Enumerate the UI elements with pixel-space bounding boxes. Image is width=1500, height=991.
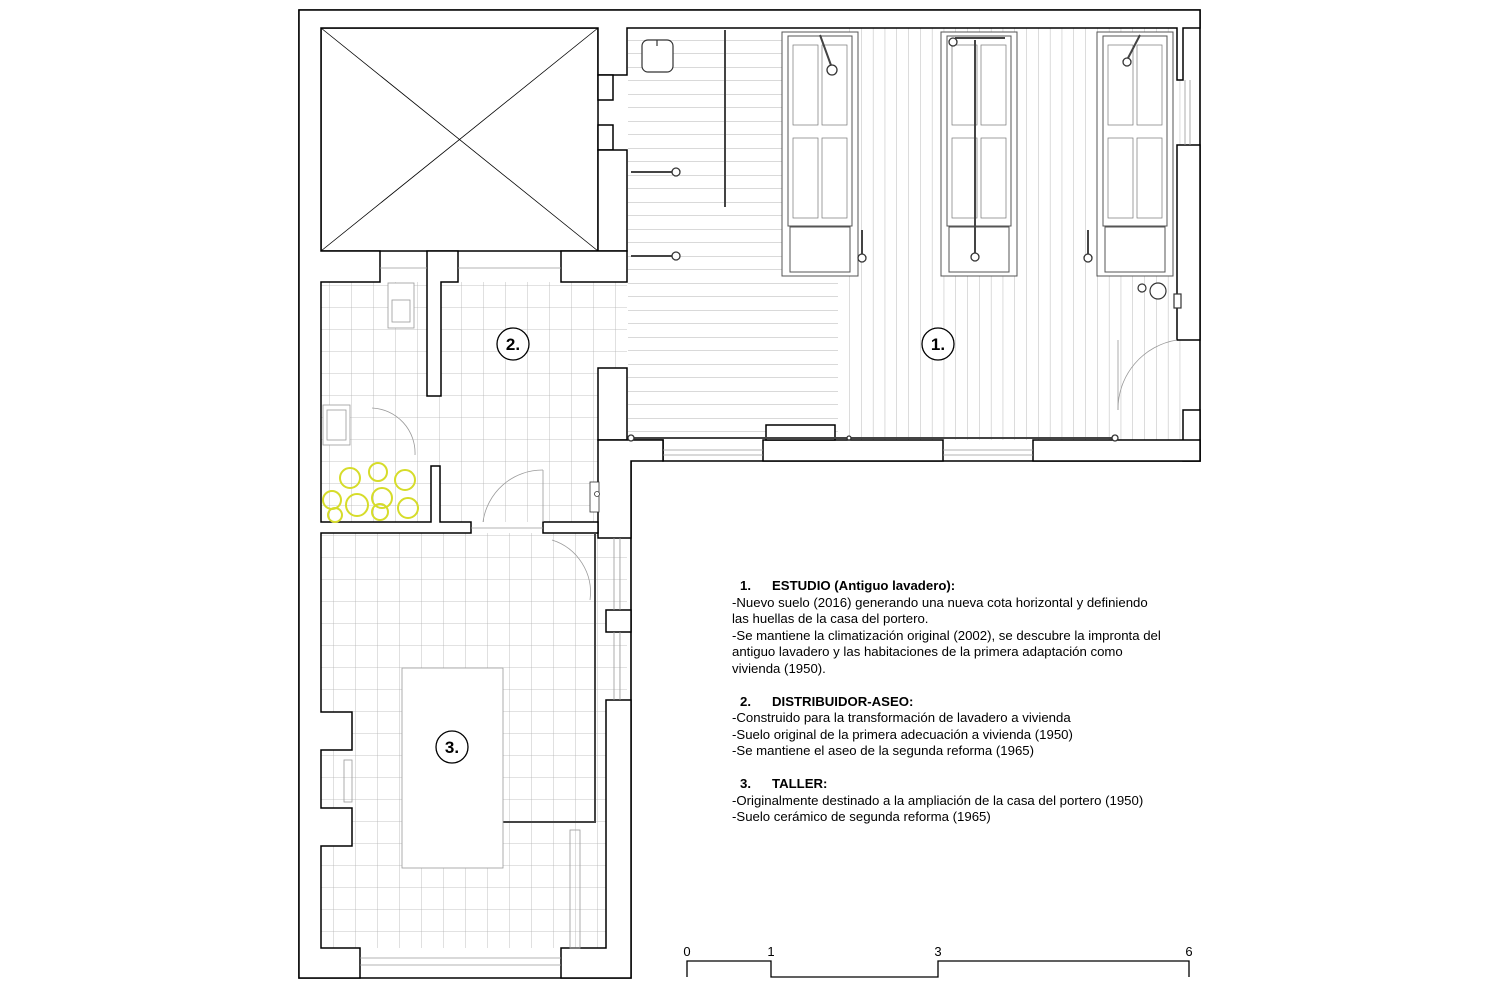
legend-title: TALLER: xyxy=(772,775,828,791)
legend-section-2 xyxy=(732,694,1202,760)
legend-number: 2. xyxy=(740,693,751,709)
stored-doors xyxy=(782,32,1173,276)
legend-title: DISTRIBUIDOR-ASEO: xyxy=(772,693,914,709)
patio-void xyxy=(321,28,598,251)
legend-line: vivienda (1950). xyxy=(732,660,826,676)
legend-line: -Construido para la transformación de lavadero a vivienda xyxy=(732,710,1071,726)
legend-line: las huellas de la casa del portero. xyxy=(732,611,929,627)
legend-number: 1. xyxy=(740,578,751,593)
legend-heading xyxy=(732,578,1202,595)
scale-tick-6: 6 xyxy=(1185,944,1193,959)
legend-line: -Se mantiene la climatización original (2002), se descubre la impronta del xyxy=(732,627,1161,643)
room-1-label: 1. xyxy=(930,335,946,354)
legend-section-3 xyxy=(732,776,1202,826)
room-3-label: 3. xyxy=(444,738,460,757)
scale-labels xyxy=(683,944,1192,959)
room-2-label: 2. xyxy=(505,335,521,354)
room-2-floor xyxy=(321,282,627,522)
legend-line: -Originalmente destinado a la ampliación de la casa del portero (1950) xyxy=(732,792,1144,808)
legend-line: -Se mantiene el aseo de la segunda reforma (1965) xyxy=(732,743,1035,759)
legend-number: 3. xyxy=(740,775,751,791)
legend-line: -Nuevo suelo (2016) generando una nueva cota horizontal y definiendo xyxy=(732,594,1148,610)
scale-bar xyxy=(687,961,1189,977)
legend-line: -Suelo cerámico de segunda reforma (1965) xyxy=(732,809,991,825)
legend xyxy=(732,578,1202,842)
legend-heading xyxy=(732,694,1202,711)
legend-heading xyxy=(732,776,1202,793)
scale-tick-1: 1 xyxy=(767,944,775,959)
legend-line: -Suelo original de la primera adecuación a vivienda (1950) xyxy=(732,726,1073,742)
scale-tick-3: 3 xyxy=(934,944,942,959)
workshop-table xyxy=(402,668,503,868)
legend-section-1 xyxy=(732,578,1202,678)
legend-line: antiguo lavadero y las habitaciones de la primera adaptación como xyxy=(732,644,1123,660)
scale-tick-0: 0 xyxy=(683,944,691,959)
legend-title: ESTUDIO (Antiguo lavadero): xyxy=(772,578,956,593)
